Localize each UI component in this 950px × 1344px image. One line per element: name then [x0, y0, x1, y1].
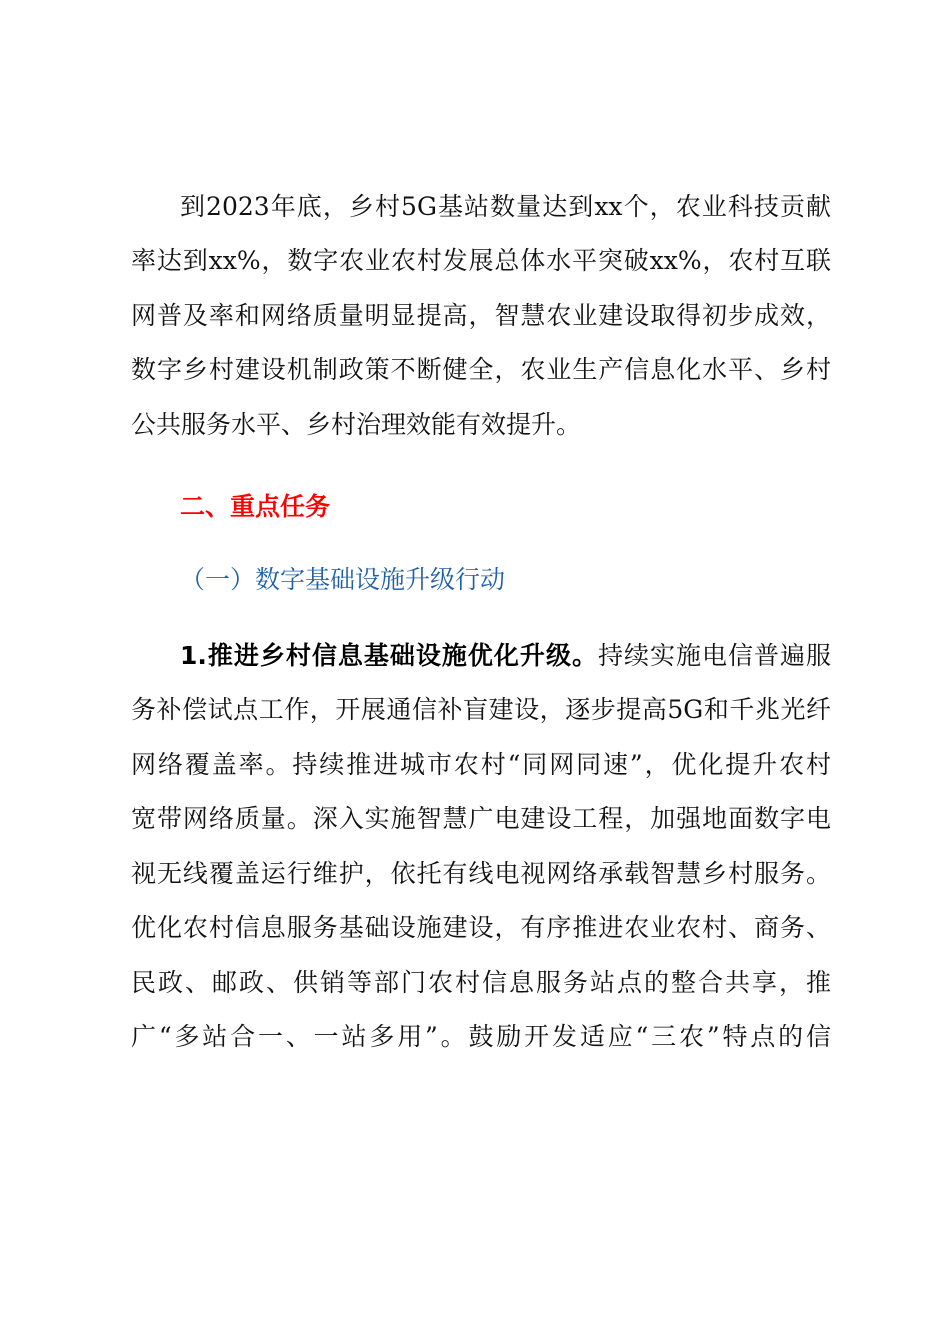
para2-line-2: 务补偿试点工作，开展通信补盲建设，逐步提高5G和千兆光纤	[131, 695, 831, 724]
para1-line-4: 数字乡村建设机制政策不断健全，农业生产信息化水平、乡村	[131, 355, 831, 384]
section-heading: 二、重点任务	[180, 492, 331, 521]
para2-line-7: 民政、邮政、供销等部门农村信息服务站点的整合共享，推	[131, 968, 831, 997]
para2-line-5: 视无线覆盖运行维护，依托有线电视网络承载智慧乡村服务。	[131, 859, 831, 888]
para1-line-5: 公共服务水平、乡村治理效能有效提升。	[131, 410, 582, 439]
para1-line-2: 率达到xx%，数字农业农村发展总体水平突破xx%，农村互联	[131, 246, 831, 275]
para1-line-3: 网普及率和网络质量明显提高，智慧农业建设取得初步成效，	[131, 301, 831, 330]
para2-line-4: 宽带网络质量。深入实施智慧广电建设工程，加强地面数字电	[131, 804, 831, 833]
para1-line-1: 到2023年底，乡村5G基站数量达到xx个，农业科技贡献	[180, 192, 831, 221]
para2-first-line-rest: 持续实施电信普遍服	[597, 641, 831, 670]
para2-line-1	[180, 640, 831, 672]
subsection-heading: （一）数字基础设施升级行动	[180, 565, 506, 594]
para2-line-6: 优化农村信息服务基础设施建设，有序推进农业农村、商务、	[131, 913, 831, 942]
para2-line-3: 网络覆盖率。持续推进城市农村“同网同速”，优化提升农村	[131, 750, 831, 779]
para2-line-8: 广“多站合一、一站多用”。鼓励开发适应“三农”特点的信	[131, 1022, 831, 1051]
para2-lead: 1.推进乡村信息基础设施优化升级。	[180, 641, 598, 670]
